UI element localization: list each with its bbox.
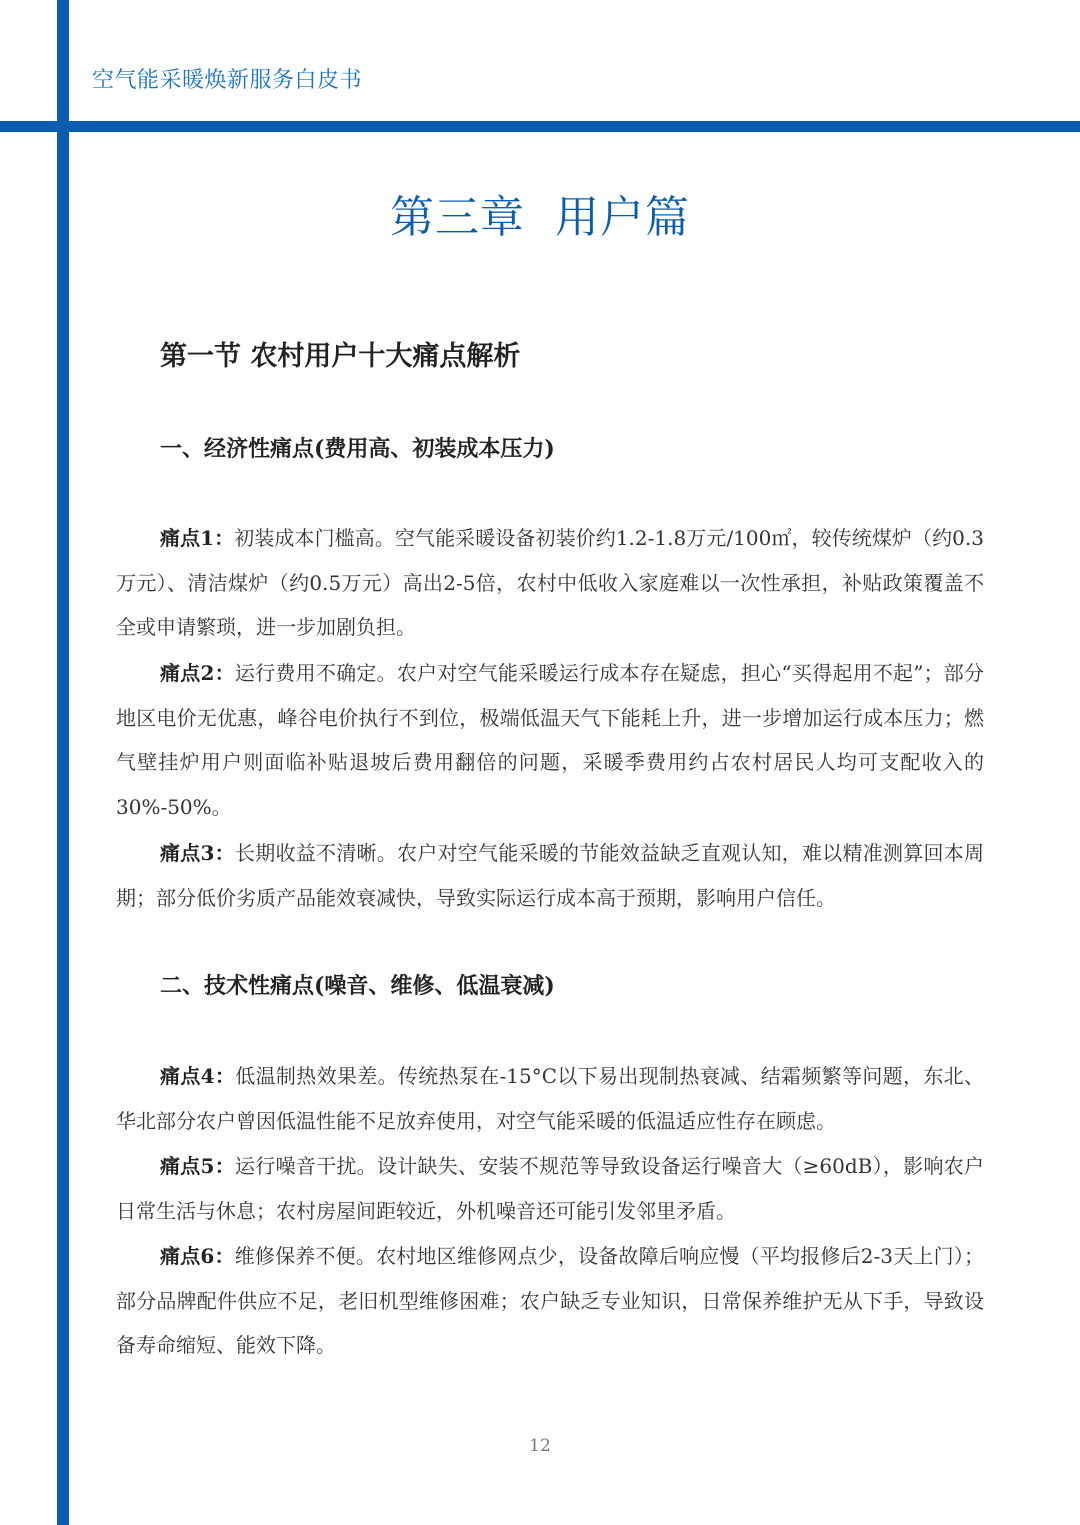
pain-point-4 <box>116 1054 984 1143</box>
pain-point-6 <box>116 1234 984 1368</box>
pain-point-label: 痛点1： <box>160 526 235 550</box>
pain-point-text: 初装成本门槛高。空气能采暖设备初装价约1.2-1.8万元/100㎡，较传统煤炉（约0.3万元）、清洁煤炉（约0.5万元）高出2-5倍，农村中低收入家庭难以一次性承担，补贴政策覆盖不全或申请繁琐，进一步加剧负担。 <box>116 526 984 640</box>
pain-point-3 <box>116 831 984 920</box>
chapter-title: 第三章 用户篇 <box>390 192 690 243</box>
subsection-title-economic: 一、经济性痛点(费用高、初装成本压力) <box>160 436 555 462</box>
pain-point-label: 痛点2： <box>160 661 235 685</box>
page-number: 12 <box>529 1436 551 1456</box>
pain-point-text: 运行费用不确定。农户对空气能采暖运行成本存在疑虑，担心“买得起用不起”；部分地区电价无优惠，峰谷电价执行不到位，极端低温天气下能耗上升，进一步增加运行成本压力；燃气壁挂炉用户则面临补贴退坡后费用翻倍的问题，采暖季费用约占农村居民人均可支配收入的30%-50%。 <box>116 661 985 820</box>
pain-point-label: 痛点3： <box>160 841 235 865</box>
pain-point-text: 低温制热效果差。传统热泵在-15°C以下易出现制热衰减、结霜频繁等问题，东北、华北部分农户曾因低温性能不足放弃使用，对空气能采暖的低温适应性存在顾虑。 <box>116 1064 984 1133</box>
pain-point-text: 维修保养不便。农村地区维修网点少，设备故障后响应慢（平均报修后2-3天上门）；部分品牌配件供应不足，老旧机型维修困难；农户缺乏专业知识，日常保养维护无从下手，导致设备寿命缩短、能效下降。 <box>116 1244 984 1358</box>
pain-point-1 <box>116 516 984 650</box>
pain-point-2 <box>116 651 984 830</box>
header-divider-bar <box>0 121 1080 132</box>
pain-point-label: 痛点5： <box>160 1154 236 1178</box>
pain-point-label: 痛点4： <box>160 1064 236 1088</box>
pain-point-text: 运行噪音干扰。设计缺失、安装不规范等导致设备运行噪音大（≥60dB），影响农户日常生活与休息；农村房屋间距较近，外机噪音还可能引发邻里矛盾。 <box>116 1154 984 1223</box>
pain-point-text: 长期收益不清晰。农户对空气能采暖的节能效益缺乏直观认知，难以精准测算回本周期；部分低价劣质产品能效衰减快，导致实际运行成本高于预期，影响用户信任。 <box>116 841 985 910</box>
pain-point-label: 痛点6： <box>160 1244 235 1268</box>
subsection-title-technical: 二、技术性痛点(噪音、维修、低温衰减) <box>160 973 555 999</box>
section-title: 第一节 农村用户十大痛点解析 <box>160 341 521 372</box>
pain-point-5 <box>116 1144 984 1233</box>
running-header-title: 空气能采暖焕新服务白皮书 <box>92 68 363 93</box>
